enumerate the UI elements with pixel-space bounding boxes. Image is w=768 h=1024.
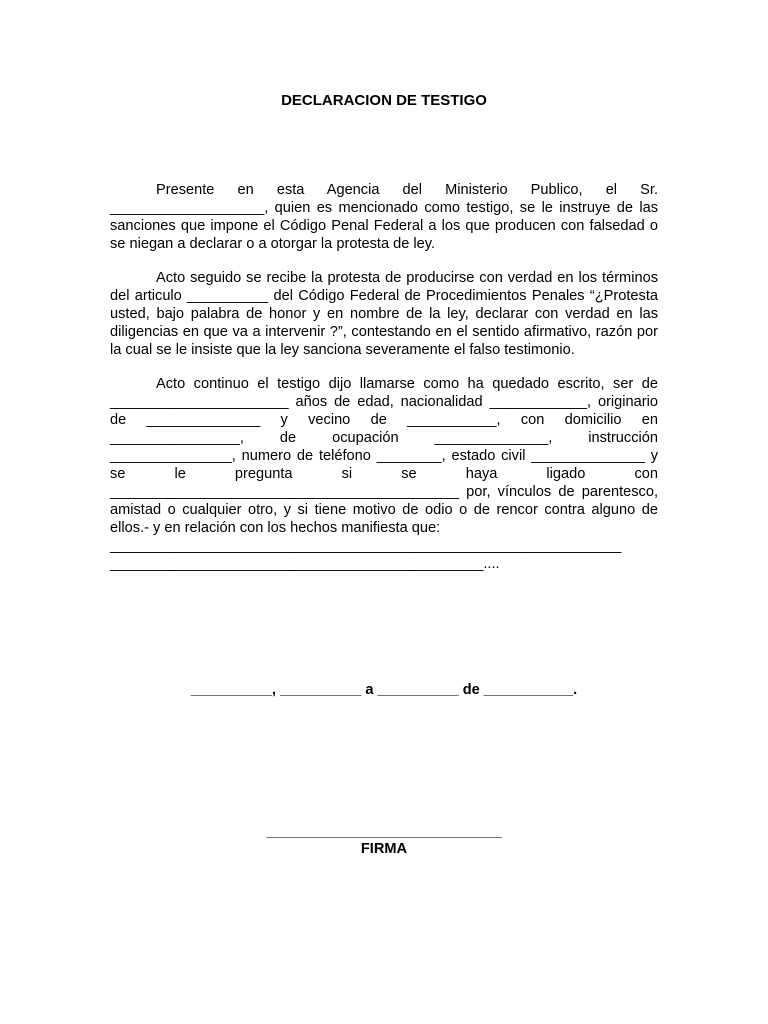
document-body <box>110 181 658 573</box>
signature-label: FIRMA <box>360 841 408 857</box>
document-title: DECLARACION DE TESTIGO <box>281 92 487 109</box>
paragraph-protest: Acto seguido se recibe la protesta de producirse con verdad en los términos del articulo __________ del Código Federal de Procedimientos Penales “¿Protesta usted, bajo palabra de honor y en nombre de la ley, declarar con verdad en las diligencias en que va a intervenir ?”, contestando en el sentido afirmativo, razón por la cual se le insiste que la ley sanciona severamente el falso testimonio. <box>110 270 658 358</box>
paragraph-testimony: Acto continuo el testigo dijo llamarse como ha quedado escrito, ser de ______________________ años de edad, nacionalidad ____________, originario de ______________ y vecino de ___________, con domicilio en ________________, de ocupación ______________, instrucción _______________, numero de teléfono ________, estado civil ______________ y se le pregunta si se haya ligado con ___________________________________________ por, vínculos de parentesco, amistad o cualquier otro, y si tiene motivo de odio o de rencor contra alguno de ellos.- y en relación con los hechos manifiesta que: <box>110 376 658 536</box>
place-date-line: __________, __________ a __________ de ___________. <box>190 682 578 698</box>
blank-line: _______________________________________________________________ <box>110 538 622 554</box>
paragraph-presentation: Presente en esta Agencia del Ministerio Publico, el Sr. ___________________, quien es mencionado como testigo, se le instruye de las sanciones que impone el Código Penal Federal a los que producen con falsedad o se niegan a declarar o a otorgar la protesta de ley. <box>110 182 658 252</box>
blank-line: ______________________________________________.... <box>110 556 500 572</box>
signature-line: _____________________________ <box>266 824 502 840</box>
